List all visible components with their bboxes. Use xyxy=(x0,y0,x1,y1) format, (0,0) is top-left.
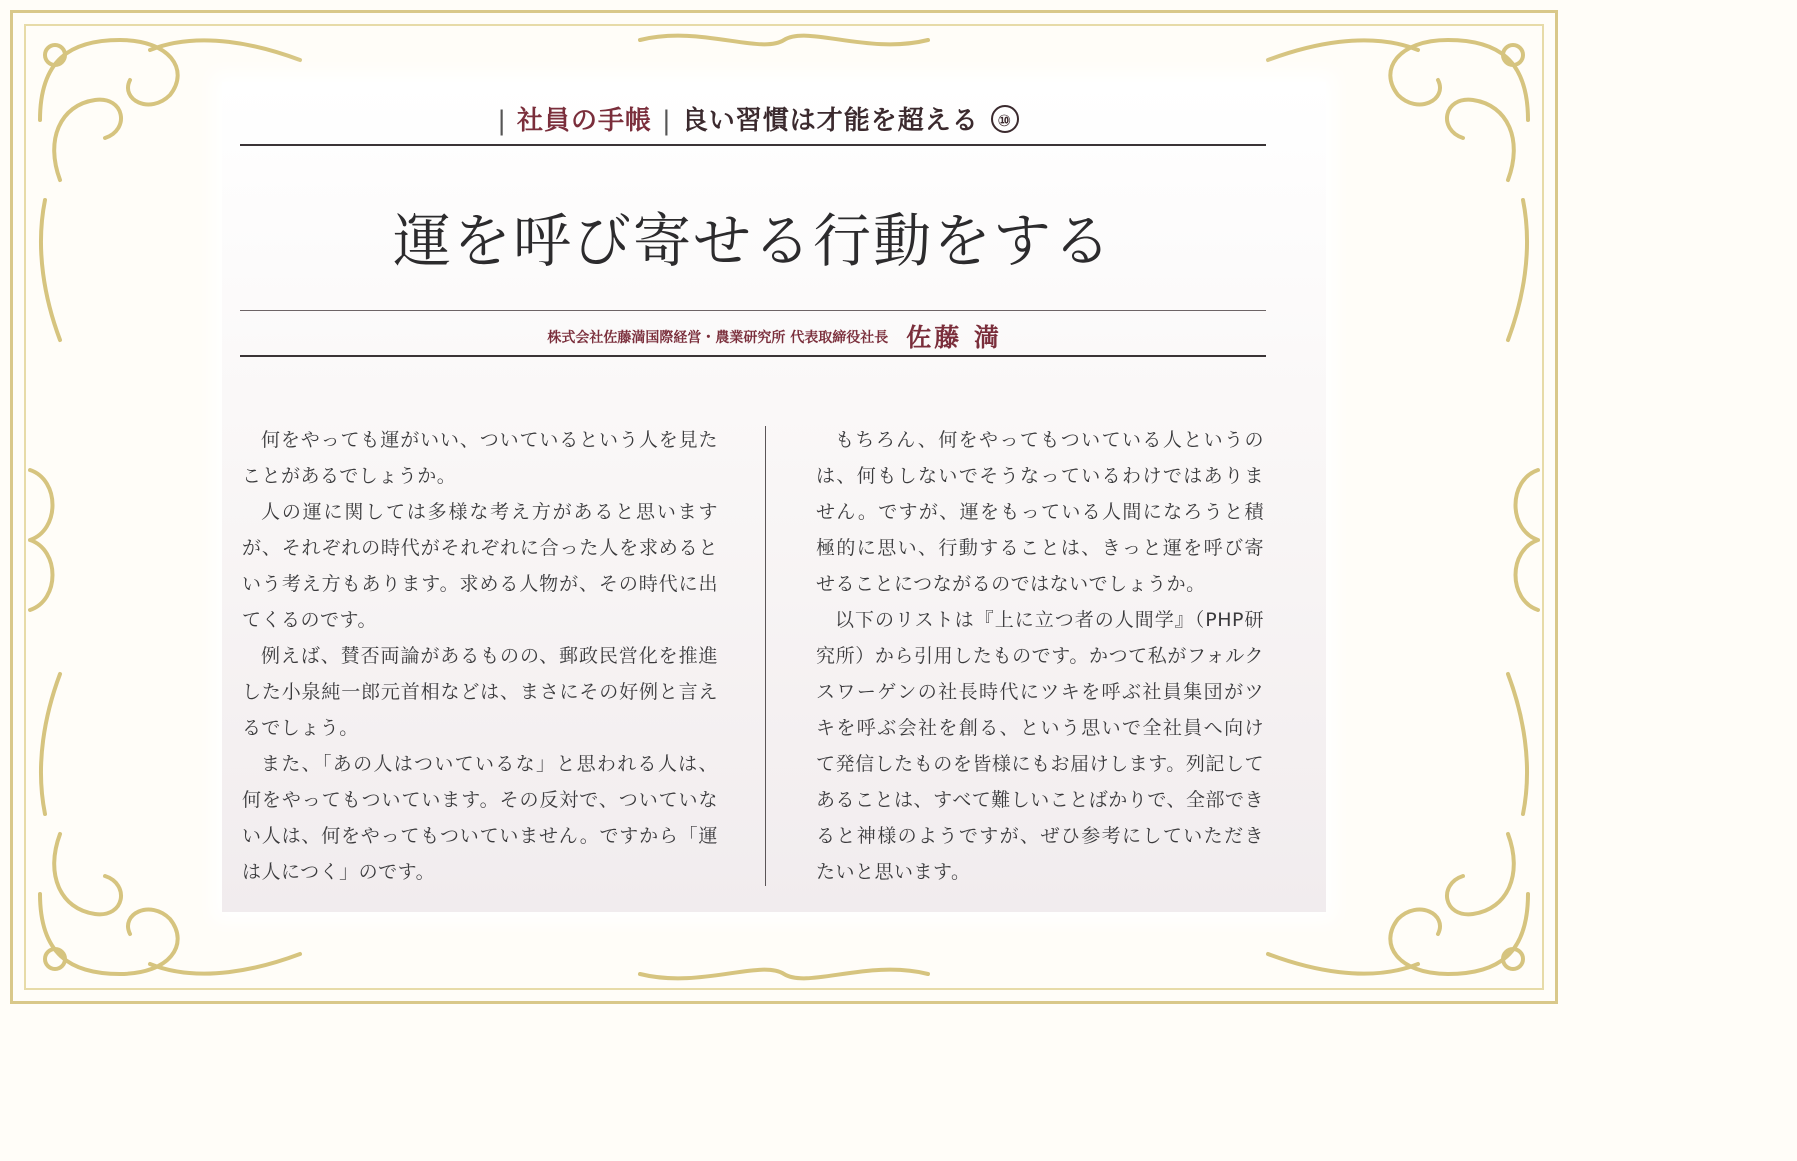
series-subtitle: 良い習慣は才能を超える xyxy=(681,106,979,136)
right-column xyxy=(816,422,1264,890)
header-rule xyxy=(240,144,1266,146)
paragraph: 何をやっても運がいい、ついているという人を見たことがあるでしょうか。 xyxy=(242,429,718,487)
header-divider: | xyxy=(497,106,507,136)
paragraph: もちろん、何をやってもついている人というのは、何もしないでそうなっているわけではありません。ですが、運をもっている人間になろうと積極的に思い、行動することは、きっと運を呼び寄せることにつながるのではないでしょうか。 xyxy=(816,429,1264,595)
byline-rule-bottom xyxy=(240,355,1266,357)
article-title: 運を呼び寄せる行動をする xyxy=(392,207,1113,275)
paragraph: 以下のリストは『上に立つ者の人間学』（PHP研究所）から引用したものです。かつて私がフォルクスワーゲンの社長時代にツキを呼ぶ社員集団がツキを呼ぶ会社を創る、という思いで全社員へ向けて発信したものを皆様にもお届けします。列記してあることは、すべて難しいことばかりで、全部できると神様のようですが、ぜひ参考にしていただきたいと思います。 xyxy=(816,609,1264,883)
left-column xyxy=(242,422,718,890)
series-name: 社員の手帳 xyxy=(516,106,652,136)
top-center-ornament xyxy=(640,36,928,45)
column-divider xyxy=(765,426,766,886)
side-ornament-left xyxy=(30,470,53,610)
author-affiliation: 株式会社佐藤満国際経営・農業研究所 代表取締役社長 xyxy=(547,330,889,346)
paragraph: また、「あの人はついているな」と思われる人は、何をやってもついています。その反対で、ついていない人は、何をやってもついていません。ですから「運は人につく」のです。 xyxy=(242,753,718,883)
header-divider: | xyxy=(662,106,672,136)
byline xyxy=(240,318,1002,354)
side-ornament-right xyxy=(1516,470,1539,610)
issue-number-badge: ⑩ xyxy=(991,105,1019,133)
paragraph: 例えば、賛否両論があるものの、郵政民営化を推進した小泉純一郎元首相などは、まさにその好例と言えるでしょう。 xyxy=(242,645,718,739)
paragraph: 人の運に関しては多様な考え方があると思いますが、それぞれの時代がそれぞれに合った人を求めるという考え方もあります。求める人物が、その時代に出てくるのです。 xyxy=(242,501,718,631)
series-header xyxy=(240,100,1266,137)
author-name: 佐藤 満 xyxy=(906,323,1002,352)
bottom-center-ornament xyxy=(640,970,928,979)
byline-rule-top xyxy=(240,310,1266,311)
